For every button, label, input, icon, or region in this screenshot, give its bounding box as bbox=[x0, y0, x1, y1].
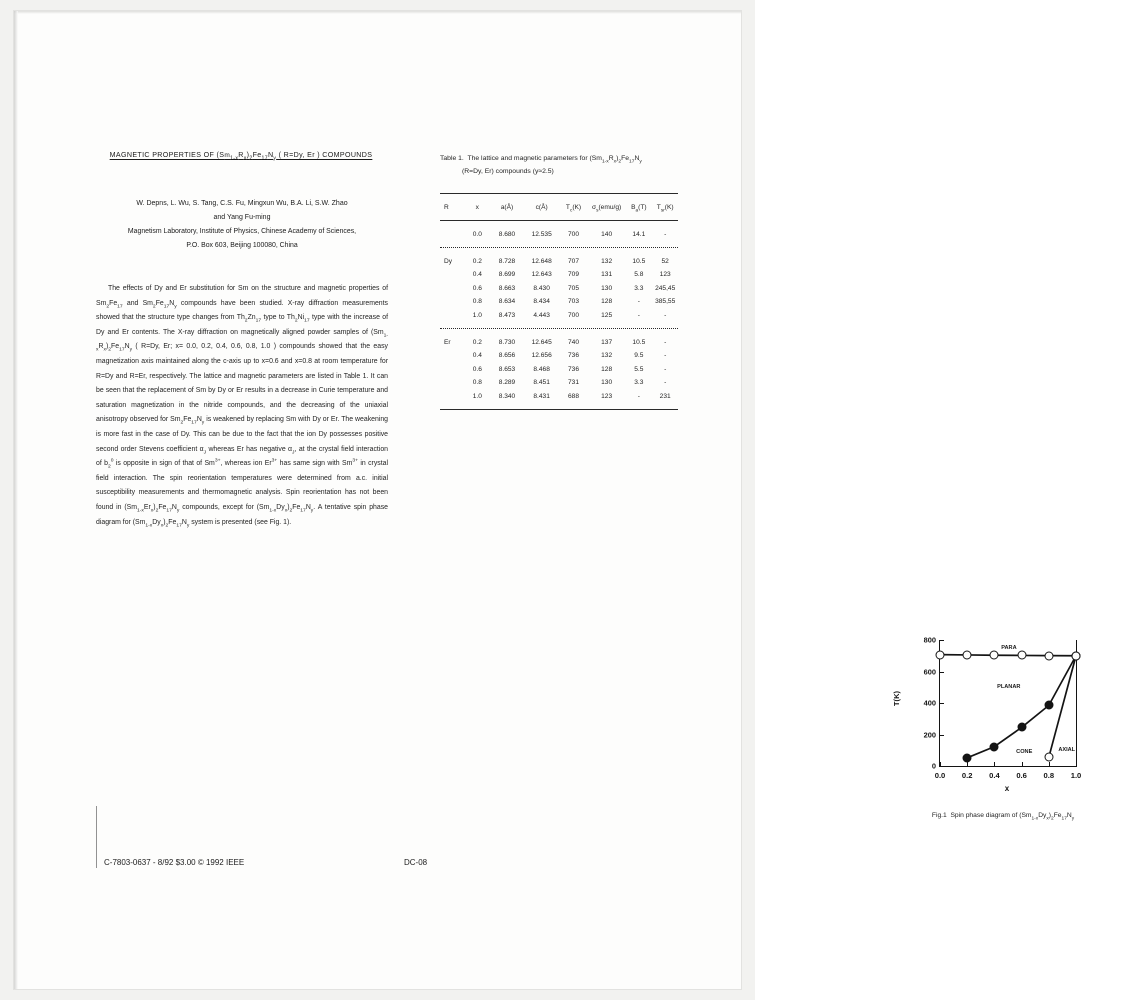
table-cell-ba: 14.1 bbox=[632, 230, 646, 238]
table-row bbox=[440, 336, 678, 350]
table-cell-sigma: 131 bbox=[601, 271, 613, 279]
x-tick-label: 0.8 bbox=[1043, 771, 1055, 780]
region-label-planar: PLANAR bbox=[997, 684, 1021, 691]
right-column bbox=[440, 152, 1082, 822]
x-tick-mark bbox=[1049, 762, 1050, 766]
table-header-element: R bbox=[444, 203, 449, 211]
table-row bbox=[440, 255, 678, 269]
x-tick-label: 0.4 bbox=[989, 771, 1000, 780]
table-rule bbox=[440, 187, 678, 201]
table-header-x: x bbox=[475, 203, 479, 211]
table-cell-x: 0.0 bbox=[472, 230, 482, 238]
data-point-marker bbox=[1044, 651, 1053, 660]
table-cell-sigma: 132 bbox=[601, 257, 613, 265]
table-cell-ba: 9.5 bbox=[634, 352, 644, 360]
table-cell-tsr: 123 bbox=[659, 271, 671, 279]
scan-edge-top bbox=[14, 11, 741, 14]
page-margin-mark bbox=[96, 806, 97, 868]
table-row bbox=[440, 349, 678, 363]
session-code: DC-08 bbox=[404, 858, 428, 867]
table-header-c: c(Å) bbox=[535, 203, 548, 211]
table-row bbox=[440, 390, 678, 404]
table-cell-element bbox=[440, 363, 465, 377]
y-tick-label: 200 bbox=[923, 730, 936, 739]
table-rule bbox=[440, 241, 678, 255]
table-cell-element bbox=[440, 295, 465, 309]
table-cell-element bbox=[440, 349, 465, 363]
y-tick-label: 600 bbox=[923, 667, 936, 676]
table-cell-tc: 731 bbox=[568, 379, 580, 387]
table-cell-tsr: - bbox=[664, 365, 667, 373]
table-rule bbox=[440, 214, 678, 228]
data-point-marker bbox=[1072, 651, 1081, 660]
x-tick-label: 0.6 bbox=[1016, 771, 1027, 780]
table-cell-sigma: 123 bbox=[601, 392, 613, 400]
table-cell-element bbox=[440, 390, 465, 404]
table-caption-line1: Table 1. The lattice and magnetic parameters for $(Sm_{1-x}R_x)_2Fe_{17}N_y$ bbox=[440, 155, 642, 165]
table-cell-ba: 5.5 bbox=[634, 365, 644, 373]
table-cell-element: Dy bbox=[444, 257, 453, 265]
table-cell-tsr: - bbox=[664, 230, 667, 238]
table-cell-x: 0.8 bbox=[472, 298, 482, 306]
table-cell-ba: 10.5 bbox=[632, 257, 646, 265]
series-line bbox=[967, 656, 1076, 758]
table-cell-tc: 709 bbox=[568, 271, 580, 279]
y-tick-label: 0 bbox=[931, 761, 936, 771]
y-tick-label: 400 bbox=[923, 698, 936, 708]
table-cell-tsr: - bbox=[664, 379, 667, 387]
table-cell-x: 1.0 bbox=[472, 392, 482, 400]
table-cell-ba: - bbox=[637, 392, 640, 400]
table-cell-a: 8.473 bbox=[498, 311, 516, 319]
data-point-marker bbox=[990, 651, 999, 660]
figure-1 bbox=[883, 634, 1123, 822]
y-tick-mark bbox=[940, 640, 944, 641]
data-point-marker bbox=[1044, 701, 1053, 710]
series-line bbox=[940, 655, 1076, 656]
table-cell-tc: 700 bbox=[568, 230, 580, 238]
table-cell-element bbox=[440, 376, 465, 390]
y-axis-title: T(K) bbox=[892, 690, 902, 707]
table-cell-sigma: 130 bbox=[601, 284, 613, 292]
table-header-tc: $T_c(K)$ bbox=[565, 203, 582, 213]
table-cell-c: 8.468 bbox=[533, 365, 550, 373]
horizontal-rule bbox=[440, 220, 678, 221]
data-point-marker bbox=[936, 650, 945, 659]
table-row bbox=[440, 268, 678, 282]
horizontal-rule bbox=[440, 328, 678, 329]
table-cell-c: 12.535 bbox=[531, 230, 552, 238]
table-row bbox=[440, 309, 678, 323]
x-tick-mark bbox=[1022, 762, 1023, 766]
table-cell-a: 8.663 bbox=[498, 284, 516, 292]
plot-frame bbox=[923, 635, 1082, 780]
region-label-axial: AXIAL bbox=[1058, 747, 1076, 754]
affiliation-line: P.O. Box 603, Beijing 100080, China bbox=[186, 241, 298, 249]
table-cell-element bbox=[440, 268, 465, 282]
x-tick-mark bbox=[994, 762, 995, 766]
table-cell-c: 8.434 bbox=[533, 298, 550, 306]
table-cell-sigma: 137 bbox=[601, 338, 613, 346]
data-point-marker bbox=[963, 650, 972, 659]
table-cell-a: 8.340 bbox=[498, 392, 516, 400]
abstract-paragraph: The effects of Dy and Er substitution for Sm on the structure and magnetic properties of $Sm_2Fe_{17}$ and $Sm_2Fe_{17}N_y$ compounds have been studied. X-ray diffraction measurements showed that the structure type changes from $Th_2Zn_{17}$ type to $Th_2Ni_{17}$ type with the increase of Dy and Er contents. The X-ray diffraction on magnetically aligned powder samples of $(Sm_{1-x}R_x)_2Fe_{17}N_y$ ( R=Dy, Er; x= 0.0, 0.2, 0.4, 0.6, 0.8, 1.0 ) compounds showed that the easy magnetization axis maintained along the c-axis up to x=0.6 and x=0.8 at room temperature for R=Dy and R=Er, respectively. The lattice and magnetic parameters are listed in Table 1. It can be seen that the replacement of Sm by Dy or Er results in a decrease in Curie temperature and saturation magnetization in the nitride compounds, and the decreasing of the uniaxial anisotropy observed for $Sm_2Fe_{17}N_y$ is weakened by replacing Sm with Dy or Er. The weakening is more fast in the case of Dy. This can be due to the fact that the ion Dy possesses positive second order Stevens coefficient $\alpha_J$ whereas Er has negative $\alpha_J$, at the crystal field interaction of $b_2^0$ is opposite in sign of that of $Sm^{3+}$, whereas ion $Er^{3+}$ has same sign with $Sm^{3+}$ in crystal field interaction. The spin reorientation temperatures were determined from a.c. initial susceptibility measurements and thermomagnetic analysis. Spin reorientation has not been found in $(Sm_{1-x}Er_x)_2Fe_{17}N_y$ compounds, except for $(Sm_{1-x}Dy_x)_2Fe_{17}N_y$. A tentative spin phase diagram for $(Sm_{1-x}Dy_x)_2Fe_{17}N_y$ system is presented (see Fig. 1). bbox=[96, 285, 389, 528]
table-cell-sigma: 125 bbox=[601, 311, 613, 319]
table-header-a: a(Å) bbox=[500, 203, 514, 211]
x-tick-mark bbox=[1076, 762, 1077, 766]
table-cell-x: 0.4 bbox=[472, 271, 482, 279]
table-cell-a: 8.634 bbox=[498, 298, 516, 306]
region-label-cone: CONE bbox=[1016, 748, 1033, 755]
table-cell-c: 12.645 bbox=[531, 338, 552, 346]
table-cell-tsr: 245,45 bbox=[655, 284, 676, 292]
table-cell-a: 8.680 bbox=[498, 230, 516, 238]
table-cell-x: 0.6 bbox=[472, 365, 482, 373]
y-tick-mark bbox=[940, 735, 944, 736]
table-cell-c: 4.443 bbox=[533, 311, 550, 319]
table-caption-line2: (R=Dy, Er) compounds (y≈2.5) bbox=[462, 168, 554, 175]
table-cell-sigma: 130 bbox=[601, 379, 613, 387]
table-row bbox=[440, 282, 678, 296]
table-header-ba: $B_a(T)$ bbox=[631, 203, 647, 213]
table-cell-tsr: - bbox=[664, 338, 667, 346]
x-tick-label: 0.0 bbox=[934, 771, 946, 780]
table-cell-x: 0.4 bbox=[472, 352, 482, 360]
table-cell-tsr: 231 bbox=[659, 392, 671, 400]
table-cell-tsr: - bbox=[664, 352, 667, 360]
table-cell-a: 8.656 bbox=[498, 352, 516, 360]
table-cell-c: 8.451 bbox=[533, 379, 550, 387]
table-row bbox=[440, 228, 678, 242]
affiliation-line: Magnetism Laboratory, Institute of Physics, Chinese Academy of Sciences, bbox=[127, 228, 357, 235]
scan-edge-left bbox=[14, 11, 18, 989]
data-point-marker bbox=[1044, 753, 1053, 762]
table-cell-tc: 707 bbox=[568, 257, 580, 265]
y-tick-mark bbox=[940, 703, 944, 704]
table-cell-a: 8.728 bbox=[498, 257, 516, 265]
table-cell-tsr: - bbox=[664, 311, 667, 319]
affiliation bbox=[96, 225, 388, 252]
table-row bbox=[440, 295, 678, 309]
author-line: W. Depns, L. Wu, S. Tang, C.S. Fu, Mingxun Wu, B.A. Li, S.W. Zhao bbox=[136, 200, 348, 207]
title-text: MAGNETIC PROPERTIES OF $(Sm_{1-x}R_x)_2Fe_{17}N_y$ ( R=Dy, Er ) COMPOUNDS bbox=[109, 151, 373, 162]
table-cell-tc: 705 bbox=[568, 284, 580, 292]
parameters-table bbox=[440, 187, 678, 417]
table-cell-ba: 5.8 bbox=[634, 271, 644, 279]
table-cell-c: 8.430 bbox=[533, 284, 550, 292]
table-cell-tc: 700 bbox=[568, 311, 580, 319]
table-cell-ba: 3.3 bbox=[634, 379, 644, 387]
x-tick-label: 0.2 bbox=[961, 771, 973, 780]
table-cell-element bbox=[440, 282, 465, 296]
table-cell-sigma: 128 bbox=[601, 298, 613, 306]
table-cell-x: 0.2 bbox=[472, 257, 482, 265]
y-tick-mark bbox=[940, 766, 944, 767]
table-cell-a: 8.653 bbox=[498, 365, 516, 373]
table-cell-ba: - bbox=[637, 311, 640, 319]
table-cell-a: 8.699 bbox=[498, 271, 516, 279]
y-tick-label: 800 bbox=[923, 635, 936, 645]
abstract-body bbox=[96, 282, 388, 530]
table-header-tsr: $T_{sr}(K)$ bbox=[656, 203, 674, 213]
x-tick-mark bbox=[940, 762, 941, 766]
table-header-sigma: $\sigma_s(emu/g)$ bbox=[592, 203, 622, 213]
table-cell-x: 0.2 bbox=[472, 338, 482, 346]
table-cell-tc: 736 bbox=[568, 365, 580, 373]
table-cell-ba: - bbox=[637, 298, 640, 306]
x-tick-mark bbox=[967, 762, 968, 766]
table-cell-a: 8.289 bbox=[498, 379, 516, 387]
x-axis-title: x bbox=[1004, 784, 1010, 793]
table-cell-c: 12.648 bbox=[531, 257, 552, 265]
table-cell-element bbox=[440, 228, 465, 242]
spin-phase-diagram-chart bbox=[883, 634, 1119, 802]
data-point-marker bbox=[1017, 651, 1026, 660]
table-rule bbox=[440, 403, 678, 417]
table-cell-x: 1.0 bbox=[472, 311, 482, 319]
table-row bbox=[440, 363, 678, 377]
table-cell-tc: 740 bbox=[568, 338, 580, 346]
table-cell-element: Er bbox=[444, 338, 451, 346]
table-cell-sigma: 128 bbox=[601, 365, 613, 373]
table-cell-c: 8.431 bbox=[533, 392, 550, 400]
table-cell-tc: 688 bbox=[568, 392, 580, 400]
plot-svg bbox=[940, 640, 1076, 766]
table-cell-tsr: 385,55 bbox=[655, 298, 676, 306]
x-tick-label: 1.0 bbox=[1070, 771, 1082, 780]
table-cell-tsr: 52 bbox=[661, 257, 669, 265]
table-cell-sigma: 132 bbox=[601, 352, 613, 360]
table-cell-c: 12.656 bbox=[531, 352, 552, 360]
table-cell-ba: 10.5 bbox=[632, 338, 646, 346]
data-point-marker bbox=[1017, 723, 1026, 732]
table-header-row bbox=[440, 201, 678, 215]
table-cell-a: 8.730 bbox=[498, 338, 516, 346]
table-cell-sigma: 140 bbox=[601, 230, 613, 238]
horizontal-rule bbox=[440, 193, 678, 194]
region-label-para: PARA bbox=[1001, 644, 1017, 651]
page-title bbox=[94, 150, 388, 161]
table-caption bbox=[440, 152, 685, 178]
copyright-notice: C-7803-0637 - 8/92 $3.00 © 1992 IEEE bbox=[104, 858, 245, 867]
left-text-column bbox=[96, 150, 388, 530]
table-cell-ba: 3.3 bbox=[634, 284, 644, 292]
table-cell-x: 0.6 bbox=[472, 284, 482, 292]
author-list bbox=[96, 197, 388, 224]
author-line: and Yang Fu-ming bbox=[213, 213, 271, 221]
table-cell-tc: 736 bbox=[568, 352, 580, 360]
table-cell-tc: 703 bbox=[568, 298, 580, 306]
table-row bbox=[440, 376, 678, 390]
data-point-marker bbox=[963, 753, 972, 762]
horizontal-rule bbox=[440, 247, 678, 248]
y-tick-mark bbox=[940, 672, 944, 673]
table-rule bbox=[440, 322, 678, 336]
data-point-marker bbox=[990, 742, 999, 751]
figure-caption: Fig.1 Spin phase diagram of $(Sm_{1-x}Dy_x)_2Fe_{17}N_y$ bbox=[931, 812, 1075, 822]
horizontal-rule bbox=[440, 409, 678, 410]
table-cell-x: 0.8 bbox=[472, 379, 482, 387]
table-cell-element bbox=[440, 309, 465, 323]
table-cell-c: 12.643 bbox=[531, 271, 552, 279]
